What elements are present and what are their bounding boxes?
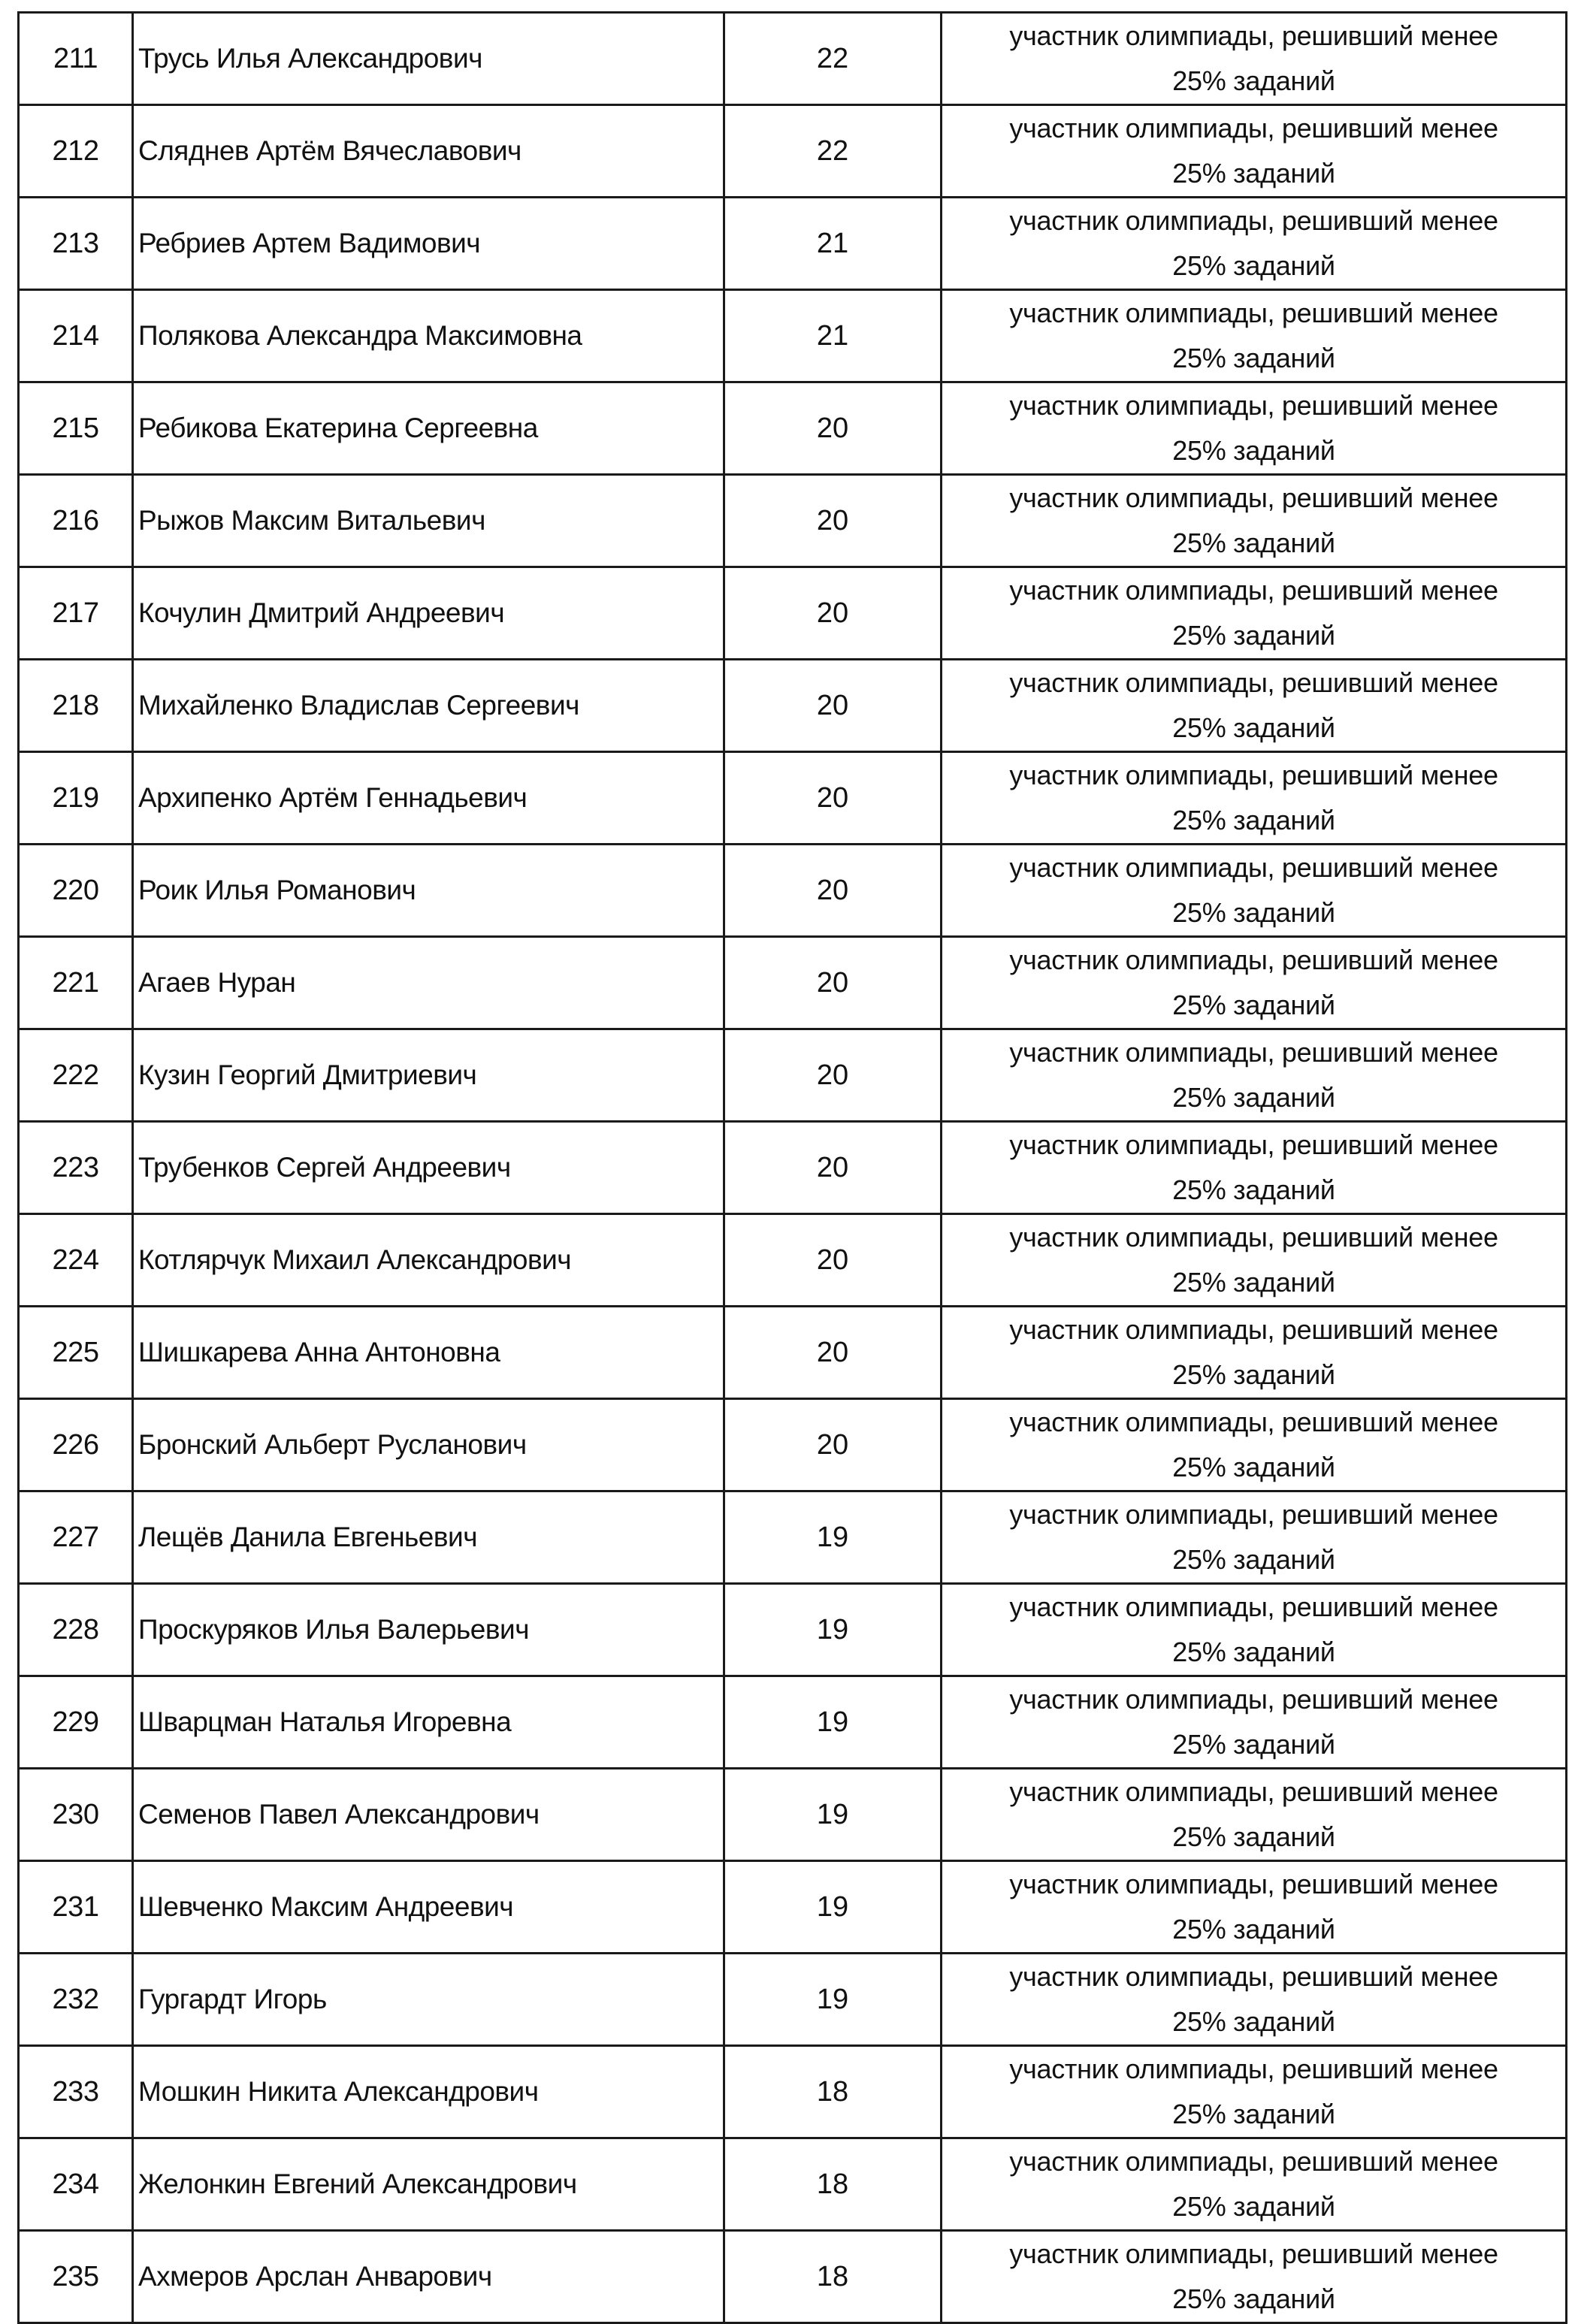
participant-name-cell: Ахмеров Арслан Анварович	[133, 2231, 724, 2323]
participant-name-cell: Шварцман Наталья Игоревна	[133, 1676, 724, 1769]
participant-name-cell: Трусь Илья Александрович	[133, 13, 724, 105]
status-line-2: 25% заданий	[1172, 1082, 1335, 1113]
participant-name-cell: Семенов Павел Александрович	[133, 1769, 724, 1861]
status-line-2: 25% заданий	[1172, 1636, 1335, 1667]
status-line-1: участник олимпиады, решивший менее	[1009, 2054, 1498, 2084]
score-cell: 21	[724, 198, 942, 290]
participant-name-cell: Рыжов Максим Витальевич	[133, 475, 724, 567]
status-cell	[942, 1399, 1567, 1491]
row-number-cell: 224	[19, 1214, 133, 1307]
status-cell	[942, 1769, 1567, 1861]
row-number-cell: 226	[19, 1399, 133, 1491]
status-cell	[942, 1676, 1567, 1769]
score-cell: 20	[724, 752, 942, 845]
table-row	[19, 1399, 1567, 1491]
status-line-1: участник олимпиады, решивший менее	[1009, 575, 1498, 606]
table-row	[19, 2138, 1567, 2231]
score-cell: 18	[724, 2231, 942, 2323]
score-cell: 20	[724, 382, 942, 475]
table-row	[19, 1954, 1567, 2046]
row-number-cell: 220	[19, 845, 133, 937]
row-number-cell: 228	[19, 1584, 133, 1676]
status-cell	[942, 752, 1567, 845]
status-line-2: 25% заданий	[1172, 158, 1335, 189]
participant-name-cell: Гургардт Игорь	[133, 1954, 724, 2046]
row-number-cell: 233	[19, 2046, 133, 2138]
row-number-cell: 225	[19, 1307, 133, 1399]
participant-name-cell: Ребикова Екатерина Сергеевна	[133, 382, 724, 475]
participant-name-cell: Полякова Александра Максимовна	[133, 290, 724, 382]
table-row	[19, 752, 1567, 845]
table-row	[19, 475, 1567, 567]
status-cell	[942, 198, 1567, 290]
status-line-2: 25% заданий	[1172, 527, 1335, 558]
results-table	[17, 11, 1567, 2324]
status-line-1: участник олимпиады, решивший менее	[1009, 1314, 1498, 1345]
status-cell	[942, 1861, 1567, 1954]
status-line-2: 25% заданий	[1172, 620, 1335, 651]
table-row	[19, 567, 1567, 660]
status-cell	[942, 1214, 1567, 1307]
status-cell	[942, 382, 1567, 475]
status-cell	[942, 1122, 1567, 1214]
row-number-cell: 219	[19, 752, 133, 845]
score-cell: 18	[724, 2138, 942, 2231]
status-cell	[942, 1029, 1567, 1122]
participant-name-cell: Сляднев Артём Вячеславович	[133, 105, 724, 198]
participant-name-cell: Бронский Альберт Русланович	[133, 1399, 724, 1491]
status-line-1: участник олимпиады, решивший менее	[1009, 2238, 1498, 2269]
status-line-1: участник олимпиады, решивший менее	[1009, 944, 1498, 975]
row-number-cell: 223	[19, 1122, 133, 1214]
score-cell: 22	[724, 105, 942, 198]
status-cell	[942, 2138, 1567, 2231]
participant-name-cell: Михайленко Владислав Сергеевич	[133, 660, 724, 752]
status-line-2: 25% заданий	[1172, 805, 1335, 836]
table-row	[19, 1769, 1567, 1861]
status-line-1: участник олимпиады, решивший менее	[1009, 298, 1498, 328]
score-cell: 19	[724, 1769, 942, 1861]
participant-name-cell: Желонкин Евгений Александрович	[133, 2138, 724, 2231]
row-number-cell: 222	[19, 1029, 133, 1122]
status-line-1: участник олимпиады, решивший менее	[1009, 667, 1498, 698]
table-row	[19, 660, 1567, 752]
score-cell: 20	[724, 845, 942, 937]
table-row	[19, 1122, 1567, 1214]
score-cell: 22	[724, 13, 942, 105]
table-row	[19, 937, 1567, 1029]
status-line-1: участник олимпиады, решивший менее	[1009, 1869, 1498, 1899]
status-line-2: 25% заданий	[1172, 1729, 1335, 1760]
status-line-2: 25% заданий	[1172, 1544, 1335, 1575]
score-cell: 20	[724, 475, 942, 567]
status-line-2: 25% заданий	[1172, 2283, 1335, 2314]
status-line-2: 25% заданий	[1172, 2099, 1335, 2129]
participant-name-cell: Кочулин Дмитрий Андреевич	[133, 567, 724, 660]
row-number-cell: 211	[19, 13, 133, 105]
row-number-cell: 216	[19, 475, 133, 567]
status-line-1: участник олимпиады, решивший менее	[1009, 1961, 1498, 1992]
table-row	[19, 1584, 1567, 1676]
participant-name-cell: Проскуряков Илья Валерьевич	[133, 1584, 724, 1676]
row-number-cell: 229	[19, 1676, 133, 1769]
table-row	[19, 1491, 1567, 1584]
status-line-2: 25% заданий	[1172, 1914, 1335, 1945]
status-cell	[942, 567, 1567, 660]
score-cell: 19	[724, 1491, 942, 1584]
status-line-2: 25% заданий	[1172, 1821, 1335, 1852]
status-line-2: 25% заданий	[1172, 1359, 1335, 1390]
status-line-2: 25% заданий	[1172, 343, 1335, 373]
row-number-cell: 213	[19, 198, 133, 290]
table-row	[19, 1861, 1567, 1954]
participant-name-cell: Котлярчук Михаил Александрович	[133, 1214, 724, 1307]
score-cell: 21	[724, 290, 942, 382]
table-row	[19, 105, 1567, 198]
row-number-cell: 231	[19, 1861, 133, 1954]
status-cell	[942, 2231, 1567, 2323]
participant-name-cell: Шишкарева Анна Антоновна	[133, 1307, 724, 1399]
table-row	[19, 1676, 1567, 1769]
status-line-2: 25% заданий	[1172, 2191, 1335, 2222]
status-line-1: участник олимпиады, решивший менее	[1009, 113, 1498, 144]
status-cell	[942, 1954, 1567, 2046]
status-cell	[942, 13, 1567, 105]
status-cell	[942, 1307, 1567, 1399]
table-row	[19, 845, 1567, 937]
participant-name-cell: Кузин Георгий Дмитриевич	[133, 1029, 724, 1122]
status-line-1: участник олимпиады, решивший менее	[1009, 1222, 1498, 1253]
participant-name-cell: Шевченко Максим Андреевич	[133, 1861, 724, 1954]
status-line-2: 25% заданий	[1172, 1452, 1335, 1482]
table-row	[19, 1214, 1567, 1307]
status-line-2: 25% заданий	[1172, 897, 1335, 928]
score-cell: 20	[724, 1122, 942, 1214]
row-number-cell: 234	[19, 2138, 133, 2231]
row-number-cell: 215	[19, 382, 133, 475]
table-row	[19, 382, 1567, 475]
status-line-1: участник олимпиады, решивший менее	[1009, 2146, 1498, 2177]
row-number-cell: 232	[19, 1954, 133, 2046]
table-row	[19, 198, 1567, 290]
status-cell	[942, 290, 1567, 382]
status-line-1: участник олимпиады, решивший менее	[1009, 205, 1498, 236]
status-line-2: 25% заданий	[1172, 65, 1335, 96]
status-cell	[942, 660, 1567, 752]
table-row	[19, 290, 1567, 382]
row-number-cell: 214	[19, 290, 133, 382]
status-line-1: участник олимпиады, решивший менее	[1009, 1129, 1498, 1160]
status-cell	[942, 1491, 1567, 1584]
status-line-2: 25% заданий	[1172, 2006, 1335, 2037]
status-cell	[942, 1584, 1567, 1676]
status-line-1: участник олимпиады, решивший менее	[1009, 1407, 1498, 1437]
participant-name-cell: Агаев Нуран	[133, 937, 724, 1029]
score-cell: 20	[724, 1399, 942, 1491]
status-cell	[942, 845, 1567, 937]
status-line-1: участник олимпиады, решивший менее	[1009, 1499, 1498, 1530]
row-number-cell: 230	[19, 1769, 133, 1861]
status-line-1: участник олимпиады, решивший менее	[1009, 760, 1498, 790]
status-line-2: 25% заданий	[1172, 990, 1335, 1020]
table-row	[19, 1029, 1567, 1122]
status-line-2: 25% заданий	[1172, 1267, 1335, 1298]
score-cell: 19	[724, 1584, 942, 1676]
status-line-2: 25% заданий	[1172, 712, 1335, 743]
score-cell: 18	[724, 2046, 942, 2138]
score-cell: 20	[724, 1214, 942, 1307]
participant-name-cell: Роик Илья Романович	[133, 845, 724, 937]
status-cell	[942, 937, 1567, 1029]
participant-name-cell: Архипенко Артём Геннадьевич	[133, 752, 724, 845]
status-cell	[942, 2046, 1567, 2138]
score-cell: 20	[724, 660, 942, 752]
status-line-1: участник олимпиады, решивший менее	[1009, 1776, 1498, 1807]
table-row	[19, 1307, 1567, 1399]
participant-name-cell: Ребриев Артем Вадимович	[133, 198, 724, 290]
row-number-cell: 212	[19, 105, 133, 198]
status-line-2: 25% заданий	[1172, 435, 1335, 466]
table-row	[19, 2231, 1567, 2323]
status-line-1: участник олимпиады, решивший менее	[1009, 1591, 1498, 1622]
row-number-cell: 217	[19, 567, 133, 660]
table-row	[19, 13, 1567, 105]
status-line-1: участник олимпиады, решивший менее	[1009, 20, 1498, 51]
row-number-cell: 221	[19, 937, 133, 1029]
document-page	[17, 11, 1565, 2324]
score-cell: 20	[724, 1307, 942, 1399]
status-line-1: участник олимпиады, решивший менее	[1009, 1684, 1498, 1715]
status-cell	[942, 475, 1567, 567]
score-cell: 19	[724, 1676, 942, 1769]
status-line-1: участник олимпиады, решивший менее	[1009, 482, 1498, 513]
score-cell: 19	[724, 1861, 942, 1954]
participant-name-cell: Мошкин Никита Александрович	[133, 2046, 724, 2138]
row-number-cell: 227	[19, 1491, 133, 1584]
status-line-1: участник олимпиады, решивший менее	[1009, 390, 1498, 421]
status-line-1: участник олимпиады, решивший менее	[1009, 1037, 1498, 1068]
status-line-1: участник олимпиады, решивший менее	[1009, 852, 1498, 883]
status-line-2: 25% заданий	[1172, 250, 1335, 281]
score-cell: 19	[724, 1954, 942, 2046]
results-table-body	[19, 13, 1567, 2323]
status-line-2: 25% заданий	[1172, 1174, 1335, 1205]
status-cell	[942, 105, 1567, 198]
participant-name-cell: Лещёв Данила Евгеньевич	[133, 1491, 724, 1584]
score-cell: 20	[724, 567, 942, 660]
row-number-cell: 218	[19, 660, 133, 752]
participant-name-cell: Трубенков Сергей Андреевич	[133, 1122, 724, 1214]
score-cell: 20	[724, 937, 942, 1029]
row-number-cell: 235	[19, 2231, 133, 2323]
table-row	[19, 2046, 1567, 2138]
score-cell: 20	[724, 1029, 942, 1122]
